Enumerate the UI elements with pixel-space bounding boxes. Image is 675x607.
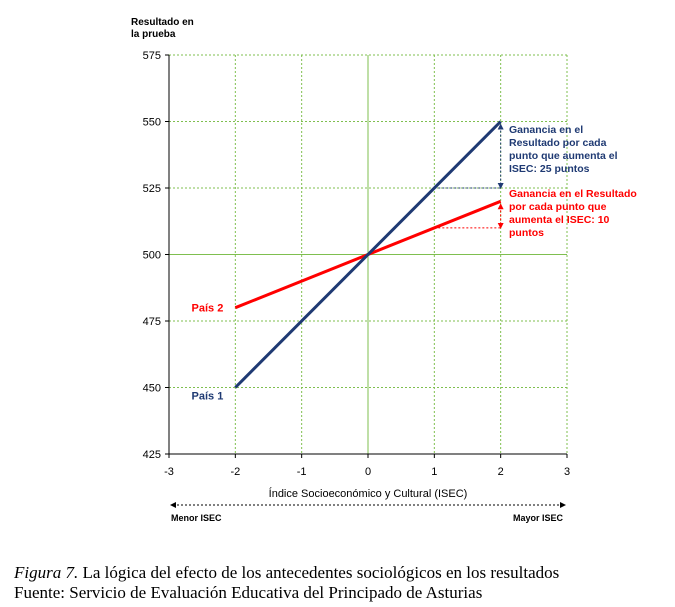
x-tick-label: -2 (230, 466, 241, 478)
y-axis-title-line1: Resultado en (131, 17, 194, 28)
figure-caption (14, 563, 559, 583)
y-tick-label: 450 (142, 382, 161, 395)
figure-text: La lógica del efecto de los antecedentes sociológicos en los resultados (78, 563, 560, 582)
mayor-isec-label: Mayor ISEC (512, 513, 563, 523)
y-tick-label: 500 (142, 249, 161, 262)
y-axis-title-line2: la prueba (131, 29, 176, 40)
y-tick-label: 475 (142, 316, 161, 328)
x-tick-label: 3 (563, 466, 571, 478)
annotation-2-line: puntos (509, 227, 544, 239)
y-tick-label: 550 (142, 116, 161, 129)
annotation-2-line: por cada punto que (509, 201, 607, 213)
annotation-2-line: aumenta el ISEC: 10 (509, 214, 610, 226)
menor-isec-label: Menor ISEC (171, 513, 222, 523)
annotation-1-line: punto que aumenta el (509, 150, 618, 162)
figure-label: Figura 7. (14, 563, 79, 582)
annotation-1-line: Ganancia en el (509, 124, 584, 136)
x-tick-label: 1 (431, 466, 438, 478)
annotation-2-line: Ganancia en el Resultado (509, 188, 637, 200)
figure-source: Fuente: Servicio de Evaluación Educativa del Principado de Asturias (14, 583, 483, 602)
y-tick-label: 525 (142, 183, 161, 195)
x-tick-label: -1 (296, 466, 307, 478)
y-tick-label: 575 (142, 50, 161, 62)
x-tick-label: 2 (497, 466, 504, 478)
x-tick-label: -3 (164, 466, 174, 478)
x-axis-title: Índice Socioeconómico y Cultural (ISEC) (268, 488, 468, 500)
annotation-1-line: ISEC: 25 puntos (509, 163, 590, 175)
x-tick-label: 0 (364, 466, 372, 478)
series-label-pais-2: País 2 (191, 302, 224, 315)
y-tick-label: 425 (142, 449, 161, 461)
series-label-pais-1: País 1 (191, 390, 224, 403)
annotation-1-line: Resultado por cada (509, 137, 607, 149)
